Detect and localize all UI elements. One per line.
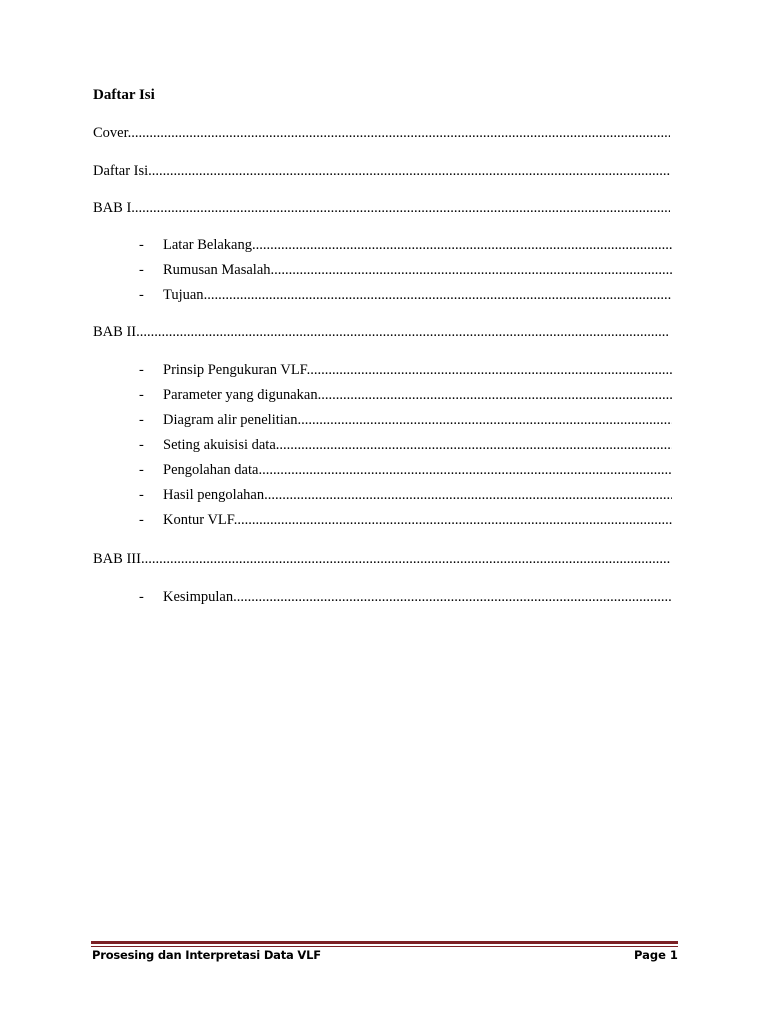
toc-entry-rumusan-masalah — [139, 261, 672, 280]
toc-dot-leader — [258, 462, 672, 478]
toc-bullet: - — [139, 487, 144, 503]
toc-dot-leader — [233, 589, 672, 605]
toc-entry-bab-2 — [93, 323, 670, 342]
toc-dot-leader — [271, 262, 672, 278]
toc-entry-diagram-alir — [139, 411, 672, 430]
toc-entry-label: Kontur VLF — [163, 512, 234, 528]
toc-entry-label: Kesimpulan — [163, 589, 234, 605]
toc-entry-label: Cover — [93, 125, 128, 141]
toc-entry-parameter — [139, 386, 672, 405]
toc-entry-label: Seting akuisisi data — [163, 437, 276, 453]
toc-entry-label: BAB III — [93, 551, 141, 567]
toc-dot-leader — [136, 324, 670, 340]
toc-entry-label: Daftar Isi — [93, 163, 149, 179]
toc-dot-leader — [297, 412, 672, 428]
toc-dot-leader — [276, 437, 672, 453]
toc-entry-label: BAB II — [93, 324, 137, 340]
toc-entry-seting-akuisisi — [139, 436, 672, 455]
toc-entry-label: Hasil pengolahan — [163, 487, 265, 503]
toc-dot-leader — [204, 287, 672, 303]
footer-rule-thin — [91, 946, 678, 947]
toc-dot-leader — [234, 512, 672, 528]
toc-entry-bab-1 — [93, 199, 670, 218]
toc-entry-tujuan — [139, 286, 672, 305]
toc-title: Daftar Isi — [93, 87, 155, 103]
toc-entry-daftar-isi — [93, 162, 670, 181]
toc-dot-leader — [318, 387, 672, 403]
toc-bullet: - — [139, 237, 144, 253]
toc-dot-leader — [128, 125, 670, 141]
toc-dot-leader — [307, 362, 672, 378]
toc-bullet: - — [139, 437, 144, 453]
toc-bullet: - — [139, 412, 144, 428]
toc-dot-leader — [141, 551, 670, 567]
footer-document-title: Prosesing dan Interpretasi Data VLF — [92, 948, 321, 962]
toc-entry-hasil-pengolahan — [139, 486, 672, 505]
toc-entry-latar-belakang — [139, 236, 672, 255]
toc-entry-label: Rumusan Masalah — [163, 262, 271, 278]
toc-dot-leader — [131, 200, 670, 216]
toc-entry-pengolahan-data — [139, 461, 672, 480]
toc-entry-label: Prinsip Pengukuran VLF — [163, 362, 307, 378]
toc-bullet: - — [139, 262, 144, 278]
toc-entry-bab-3 — [93, 550, 670, 569]
toc-entry-label: Diagram alir penelitian — [163, 412, 298, 428]
toc-entry-label: Pengolahan data — [163, 462, 259, 478]
toc-entry-kesimpulan — [139, 588, 672, 607]
toc-bullet: - — [139, 512, 144, 528]
toc-bullet: - — [139, 362, 144, 378]
toc-dot-leader — [148, 163, 670, 179]
toc-dot-leader — [252, 237, 672, 253]
toc-bullet: - — [139, 287, 144, 303]
toc-entry-label: Latar Belakang — [163, 237, 252, 253]
toc-bullet: - — [139, 387, 144, 403]
toc-bullet: - — [139, 462, 144, 478]
footer-page-number: Page 1 — [634, 948, 678, 962]
toc-entry-label: BAB I — [93, 200, 132, 216]
toc-entry-cover — [93, 124, 670, 143]
toc-entry-kontur-vlf — [139, 511, 672, 530]
toc-entry-prinsip-pengukuran — [139, 361, 672, 380]
toc-entry-label: Parameter yang digunakan — [163, 387, 318, 403]
footer-rule-thick — [91, 941, 678, 944]
toc-bullet: - — [139, 589, 144, 605]
toc-dot-leader — [264, 487, 672, 503]
toc-entry-label: Tujuan — [163, 287, 204, 303]
